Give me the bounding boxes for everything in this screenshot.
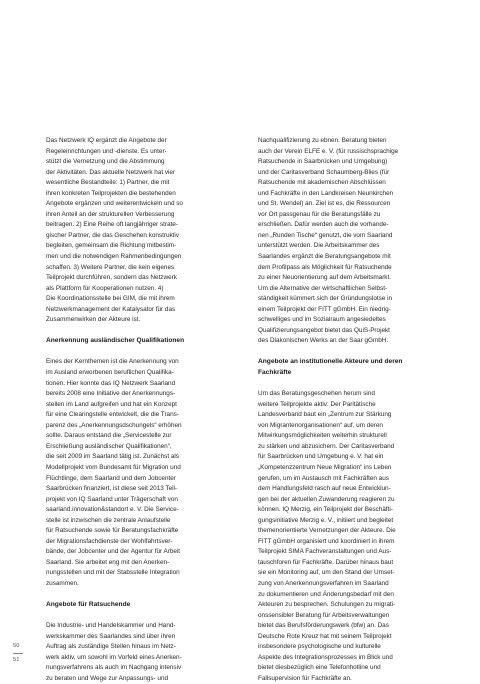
text-line: men und die notwendigen Rahmenbedingungen [46,253,182,261]
text-line: projekt von IQ Saarland unter Trägerschaft von [46,495,178,503]
text-line: bereits 2008 eine Initiative der Anerkennungs- [46,390,176,398]
text-line: vor Ort passgenau für die Beratungsfälle zu [258,210,381,218]
text-line: Regeleinrichtungen und -dienste. Es unter- [46,147,167,155]
text-line: nungsverfahrens als auch im Nachgang intensiv [46,664,182,672]
text-line: saarland.innovation&standort e. V. Die Service- [46,506,179,514]
text-line: tionen. Hier konnte das IQ Netzwerk Saarland [46,379,176,387]
text-line: zu stärken und abzusichern. Der Caritasverband [258,442,395,450]
text-line: nen „Runden Tische“ genutzt, die vom Saarland [258,231,393,239]
text-line: Deutsche Rote Kreuz hat mit seinem Teilprojekt [258,632,392,640]
text-line: Um die Alternative der wirtschaftlichen Selbst- [258,284,388,292]
text-line: für Ratsuchende sowie für Beratungsfachkräfte [46,527,179,535]
text-line: bietet diesbezüglich eine Telefonhotline und [258,664,381,672]
text-line: zu einer Neuorientierung auf dem Arbeitsmarkt. [258,274,391,282]
page-number-divider [13,653,23,654]
text-line: Saarbrücken finanziert, ist diese seit 2013 Teil- [46,485,178,493]
text-line: gischer Partner, die das Geschehen konstruktiv [46,231,179,239]
text-line: Die Koordinationsstelle bei GIM, die mit ihrem [46,295,175,303]
text-line: Um das Beratungsgeschehen herum sind [258,390,375,398]
text-line: stelle ist inzwischen die zentrale Anlaufstelle [46,516,171,524]
text-line: bände, der Jobcenter und der Agentur für Arbeit [46,548,181,556]
text-line: schwelliges und im Sozialraum angesiedeltes [258,316,386,324]
text-line: zu dokumentieren und Änderungsbedarf mit den [258,590,394,598]
text-line: einem Teilprojekt der FITT gGmbH. Ein niedrig- [258,305,391,313]
page-number-right: 51 [13,657,20,663]
chambers-paragraph [46,621,218,684]
text-line: werk aktiv, um sowohl im Vorfeld eines Anerken- [46,653,182,661]
text-line: zusammen. [46,579,79,587]
text-line: zu beraten und Wege zur Anpassungs- und [46,674,169,682]
text-line: erschließen. Dafür werden auch die vorhande- [258,221,389,229]
text-line: unterstützt werden. Die Arbeitskammer des [258,242,380,250]
text-line: Teilprojekt SIMA Fachveranstaltungen und Aus- [258,548,392,556]
text-line: Saarlandes ergänzt die Beratungsangebote mit [258,253,391,261]
heading-recognition: Anerkennung ausländischer Qualifikationen [46,337,185,345]
counseling-paragraph [258,136,430,347]
text-line: und der Caritasverband Schaumberg-Blies (für [258,168,390,176]
text-line: dem Handlungsfeld rasch auf neue Entwicklun- [258,485,391,493]
text-line: gen bei der aktuellen Zuwanderung reagieren zu [258,495,395,503]
text-line: die seit 2009 im Saarland tätig ist. Zunächst als [46,453,179,461]
text-line: Qualifizierungsangebot bietet das QuiS-Projekt [258,326,390,334]
page-number-left: 50 [13,643,20,649]
text-line: im Ausland erworbenen beruflichen Qualifika- [46,369,174,377]
intro-paragraph [46,136,218,326]
text-line: nungsstellen und mit der Stabsstelle Integration [46,569,180,577]
text-line: Eines der Kernthemen ist die Anerkennung von [46,358,179,366]
text-line: ständigkeit kümmert sich der Gründungslotse in [258,295,393,303]
text-line: ihren konkreten Teilprojekten die bestehenden [46,189,176,197]
text-line: parenz des „Anerkennungsdschungels“ erhöhen [46,421,182,429]
text-line: tauschforen für Fachkräfte. Darüber hinaus baut [258,558,394,566]
text-line: „Kompetenzzentrum Neue Migration“ ins Leben [258,463,392,471]
text-line: Ratsuchende mit akademischen Abschlüssen [258,179,386,187]
heading-institutional-actors [258,357,430,378]
text-line: für Saarbrücken und Umgebung e. V. hat ein [258,453,384,461]
text-line: für eine Clearingstelle entwickelt, die die Trans- [46,411,179,419]
text-line: auch der Verein ELFE e. V. (für russischsprachige [258,147,399,155]
text-line: Zusammenwirken der Akteure ist. [46,316,141,324]
text-line: Das Netzwerk IQ ergänzt die Angebote der [46,137,167,144]
text-line: Angebote ergänzen und weiterentwickeln und so [46,200,183,208]
text-line: und Fachkräfte in den Landkreisen Neunkirchen [258,189,394,197]
text-line: Aspekte des Integrationsprozesses im Blick und [258,653,393,661]
text-line: onssensibler Beratung für Arbeitsverwaltungen [258,611,390,619]
text-line: weitere Teilprojekte aktiv: Der Paritätische [258,400,376,408]
text-line: Fachkräfte [258,369,292,377]
text-line: schaffen. 3) Weitere Partner, die kein eigenes [46,263,175,271]
recognition-paragraph [46,357,218,589]
text-line: Flüchtlinge, dem Saarland und dem Jobcenter [46,474,176,482]
text-line: Netzwerkmanagement der Katalysator für das [46,305,176,313]
text-line: der Aktivitäten. Das aktuelle Netzwerk hat vier [46,168,176,176]
text-line: Fallsupervision für Fachkräfte an. [258,674,352,682]
text-line: begleiten, gemeinsam die Richtung mitbestim- [46,242,177,250]
text-line: und St. Wendel) an. Ziel ist es, die Ressourcen [258,200,391,208]
text-line: Mitwirkungsmöglichkeiten weiterhin strukturell [258,432,387,440]
text-line: Auftrag als zuständige Stellen hinaus im Netz- [46,643,176,651]
text-line: Erschließung ausländischer Qualifikationen“, [46,442,172,450]
text-line: können. IQ Merzig, ein Teilprojekt der Beschäfti- [258,506,393,514]
text-line: der Migrationsfachdienste der Wohlfahrtsver- [46,537,173,545]
text-line: Teilprojekt durchführen, sondern das Netzwerk [46,274,177,282]
text-line: bietet das Berufsförderungswerk (bfw) an. Das [258,622,389,630]
text-line: Die Industrie- und Handelskammer und Hand- [46,622,176,630]
heading-advice-seekers: Angebote für Ratsuchende [46,601,131,609]
text-line: als Plattform für Kooperationen nutzen. 4) [46,284,164,292]
text-line: Modellprojekt vom Bundesamt für Migration und [46,463,181,471]
text-line: von Migrantenorganisationen“ auf, um deren [258,421,383,429]
text-line: wesentliche Bestandteile: 1) Partner, die mit [46,179,170,187]
right-column [258,136,430,684]
text-line: dem Profilpass als Möglichkeit für Ratsuchende [258,263,392,271]
text-line: stützt die Vernetzung und die Abstimmung [46,158,165,166]
text-line: Landesverband baut ein „Zentrum zur Stärkung [258,411,392,419]
text-line: gerufen, um im Austausch mit Fachkräften aus [258,474,389,482]
text-line: Akteuren zu besprechen. Schulungen zu migrati- [258,601,396,609]
subprojects-paragraph [258,389,430,684]
text-line: gungsinitiative Merzig e. V., initiiert und begleitet [258,516,394,524]
left-column [46,136,218,684]
text-line: des Diakonischen Werks an der Saar gGmbH. [258,337,389,345]
text-line: Angebote an institutionelle Akteure und deren [258,358,403,366]
text-line: FITT gGmbH organisiert und koordiniert in ihrem [258,537,395,545]
text-line: zung von Anerkennungsverfahren im Saarland [258,579,389,587]
text-line: beitragen. 2) Eine Reihe oft langjähriger strate- [46,221,178,229]
text-line: stellen im Land aufgreifen und hat ein Konzept [46,400,177,408]
text-line: insbesondere psychologische und kulturelle [258,643,381,651]
text-line: Nachqualifizierung zu ebnen. Beratung bieten [258,137,387,144]
text-line: ihren Anteil an der strukturellen Verbesserung [46,210,175,218]
text-line: Ratsuchende in Saarbrücken und Umgebung) [258,158,388,166]
text-line: sie ein Monitoring auf, um den Stand der Umset- [258,569,395,577]
text-line: werkskammer des Saarlandes sind über ihren [46,632,176,640]
text-line: Saarland. Sie arbeitet eng mit den Anerken- [46,558,170,566]
text-line: themenorientierte Vernetzungen der Akteure. Die [258,527,396,535]
text-line: sollte. Daraus entstand die „Servicestelle zur [46,432,172,440]
